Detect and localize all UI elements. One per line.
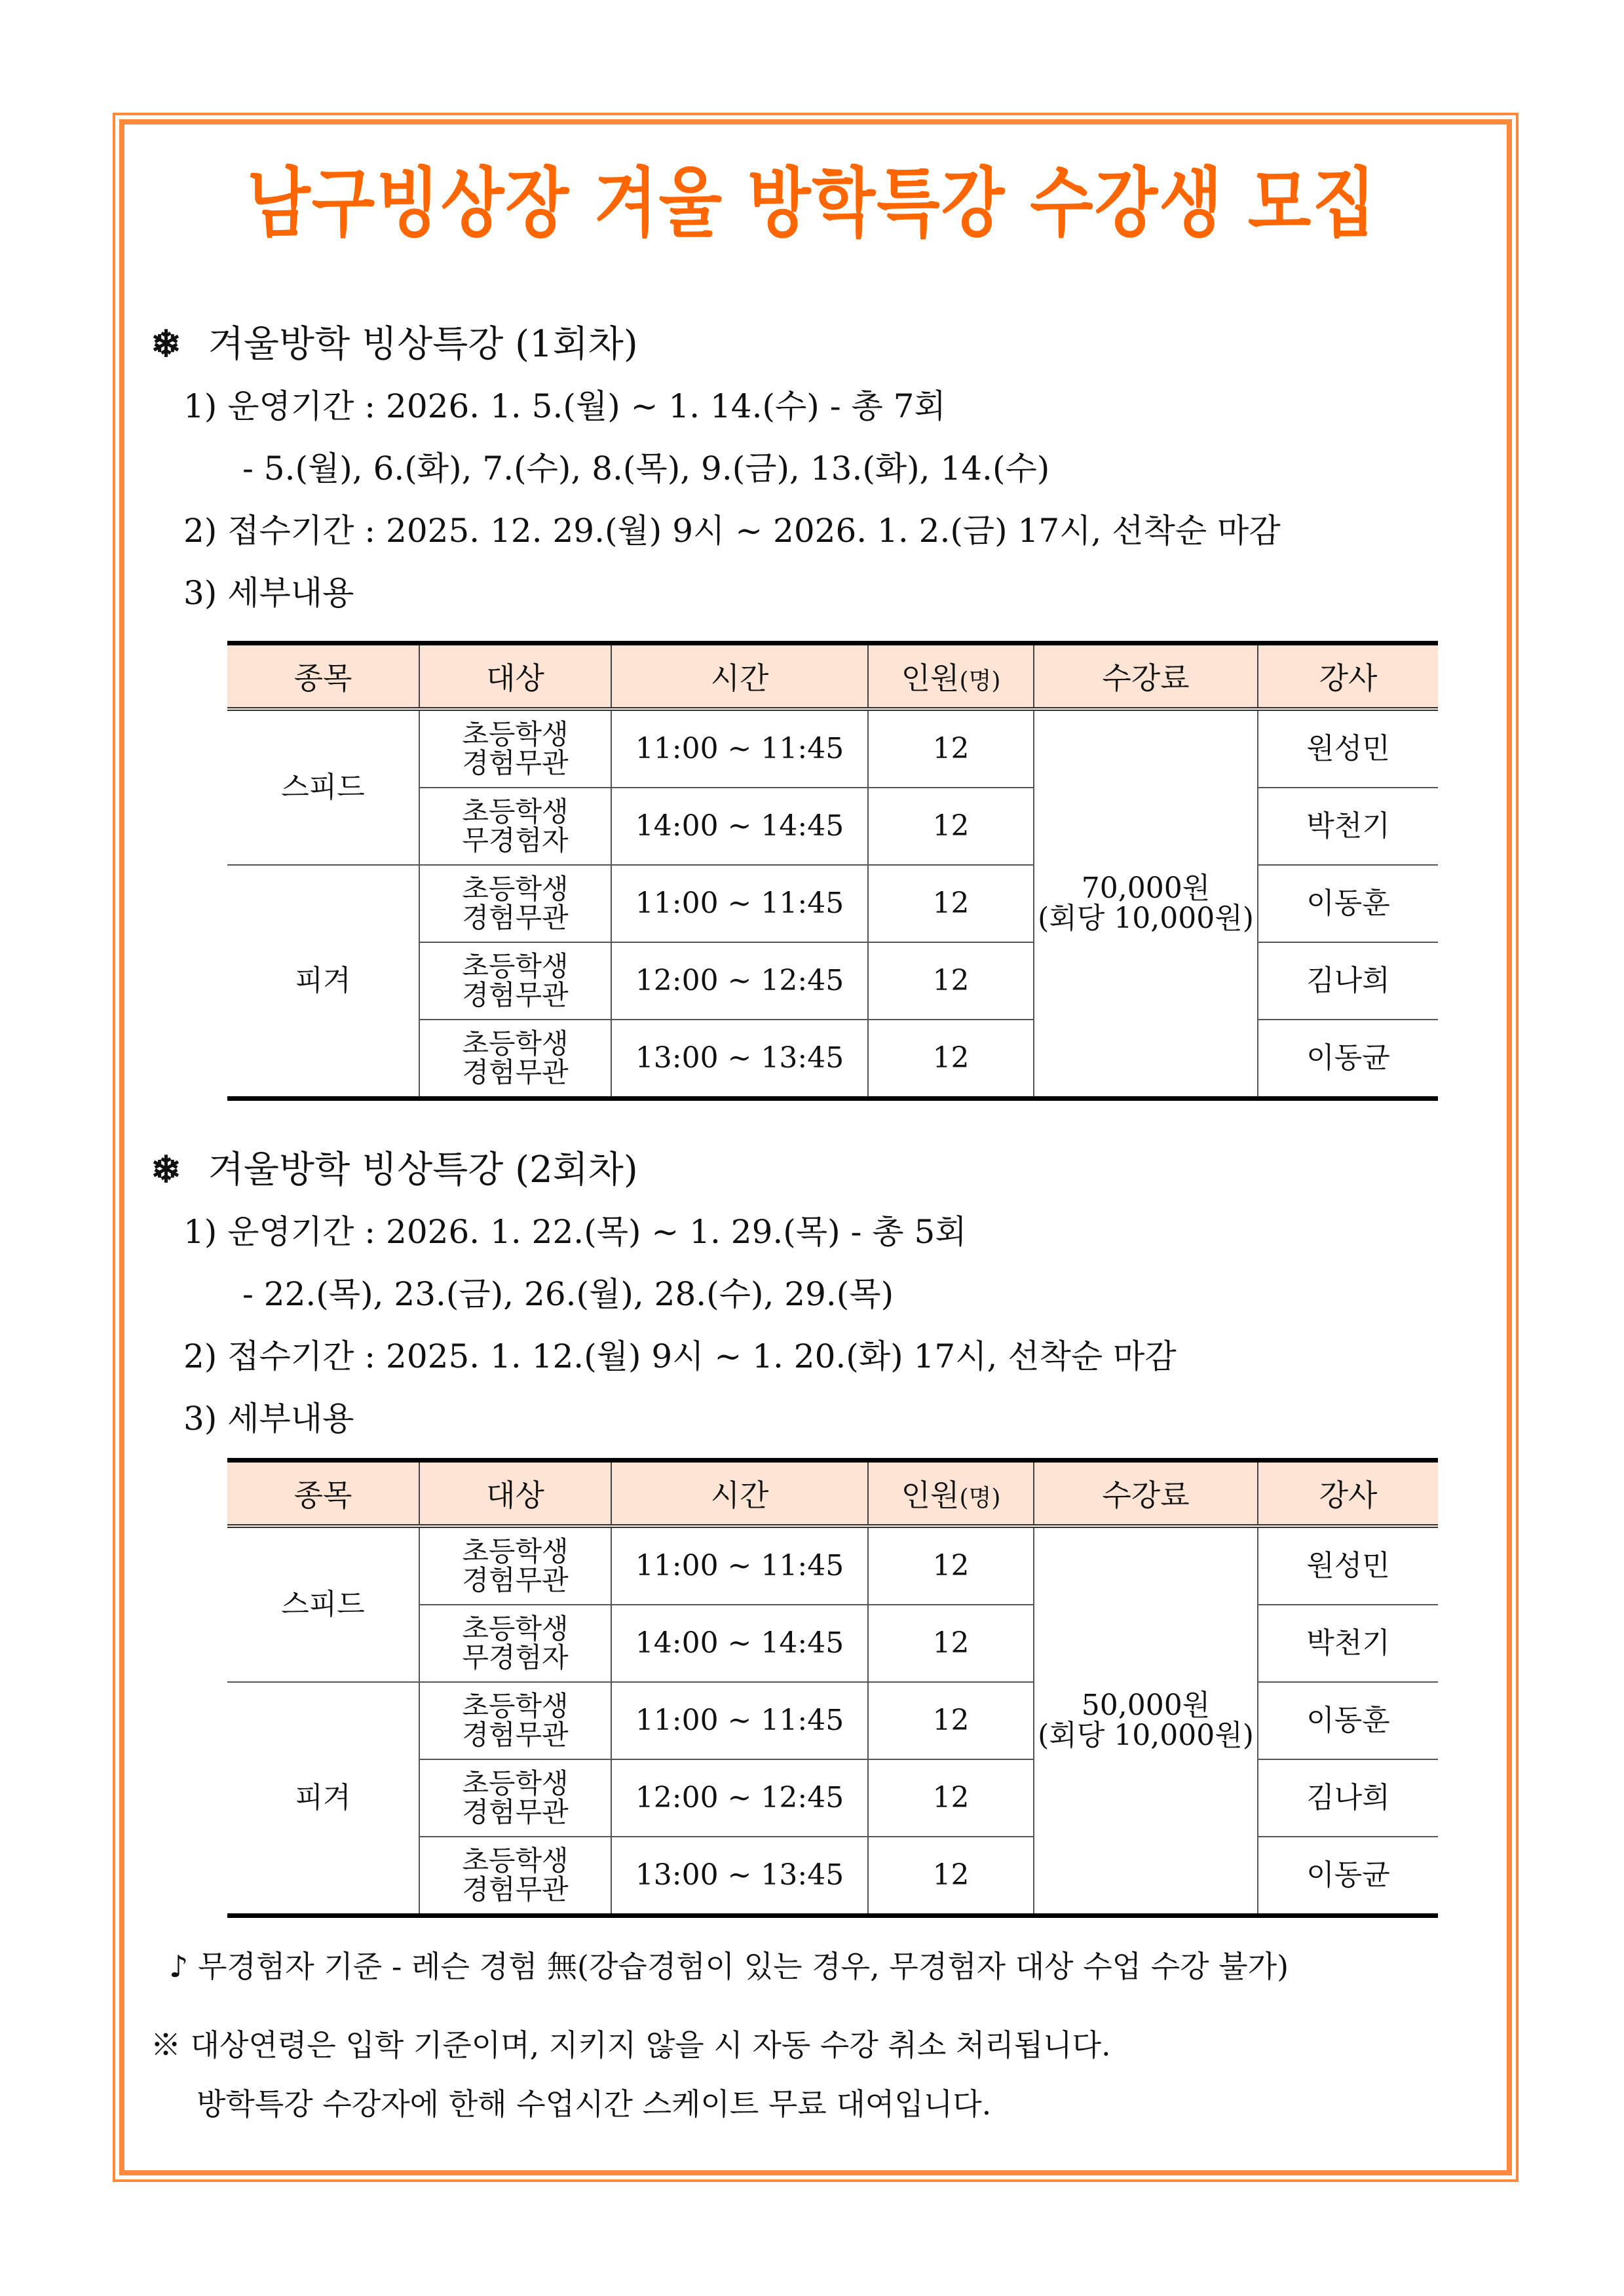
header-fee: 수강료 [1034,1461,1258,1527]
session-1-info [151,313,1500,624]
time-cell: 11:00 ~ 11:45 [611,865,868,942]
header-target: 대상 [419,1461,611,1527]
time-cell: 13:00 ~ 13:45 [611,1020,868,1099]
target-cell: 초등학생 무경험자 [419,788,611,865]
target-cell: 초등학생 경험무관 [419,1682,611,1759]
count-cell: 12 [868,1759,1034,1837]
count-cell: 12 [868,1605,1034,1682]
schedule-table-1 [227,641,1438,1101]
time-cell: 14:00 ~ 14:45 [611,1605,868,1682]
count-cell: 12 [868,1526,1034,1605]
session-dates: - 5.(월), 6.(화), 7.(수), 8.(목), 9.(금), 13.(화), 14.(수) [242,450,1050,488]
time-cell: 13:00 ~ 13:45 [611,1837,868,1916]
fee-cell: 50,000원 (회당 10,000원) [1034,1526,1258,1916]
target-cell: 초등학생 경험무관 [419,942,611,1020]
schedule-table-2 [227,1458,1438,1918]
instructor-cell: 원성민 [1258,1526,1438,1605]
header-fee: 수강료 [1034,643,1258,710]
target-cell: 초등학생 경험무관 [419,1020,611,1099]
target-cell: 초등학생 경험무관 [419,865,611,942]
session-2-info [151,1139,1500,1450]
sport-cell: 피겨 [227,865,419,1099]
table-header-row [227,643,1438,710]
operation-period: 1) 운영기간 : 2026. 1. 22.(목) ~ 1. 29.(목) - 총 5회 [183,1213,967,1251]
header-sport: 종목 [227,643,419,710]
instructor-cell: 이동훈 [1258,865,1438,942]
time-cell: 11:00 ~ 11:45 [611,1526,868,1605]
instructor-cell: 이동균 [1258,1837,1438,1916]
session-heading [151,313,1500,375]
instructor-cell: 김나희 [1258,942,1438,1020]
instructor-cell: 박천기 [1258,788,1438,865]
table-header-row [227,1461,1438,1527]
snowflake-icon: ❄ [151,322,181,366]
snowflake-icon: ❄ [151,1148,181,1191]
header-time: 시간 [611,643,868,710]
time-cell: 11:00 ~ 11:45 [611,1682,868,1759]
count-cell: 12 [868,942,1034,1020]
sport-cell: 스피드 [227,1526,419,1682]
details-label: 3) 세부내용 [183,1400,354,1438]
count-cell: 12 [868,1020,1034,1099]
sport-cell: 피겨 [227,1682,419,1916]
count-cell: 12 [868,709,1034,788]
time-cell: 11:00 ~ 11:45 [611,709,868,788]
instructor-cell: 이동균 [1258,1020,1438,1099]
target-cell: 초등학생 경험무관 [419,1759,611,1837]
target-cell: 초등학생 경험무관 [419,1837,611,1916]
music-note-icon: ♪ [169,1949,189,1984]
time-cell: 12:00 ~ 12:45 [611,1759,868,1837]
time-cell: 14:00 ~ 14:45 [611,788,868,865]
table-row [227,709,1438,788]
registration-period: 2) 접수기간 : 2025. 1. 12.(월) 9시 ~ 1. 20.(화) 17시, 선착순 마감 [183,1337,1177,1375]
count-cell: 12 [868,788,1034,865]
table-row [227,1526,1438,1605]
age-note: ※ 대상연령은 입학 기준이며, 지키지 않을 시 자동 수강 취소 처리됩니다. [151,2027,1111,2063]
header-time: 시간 [611,1461,868,1527]
session-dates: - 22.(목), 23.(금), 26.(월), 28.(수), 29.(목) [242,1275,894,1313]
page-title: 남구빙상장 겨울 방학특강 수강생 모집 [247,159,1377,248]
sport-cell: 스피드 [227,709,419,865]
target-cell: 초등학생 경험무관 [419,709,611,788]
header-sport: 종목 [227,1461,419,1527]
instructor-cell: 김나희 [1258,1759,1438,1837]
target-cell: 초등학생 무경험자 [419,1605,611,1682]
operation-period: 1) 운영기간 : 2026. 1. 5.(월) ~ 1. 14.(수) - 총 7회 [183,387,946,425]
session-heading [151,1139,1500,1201]
target-cell: 초등학생 경험무관 [419,1526,611,1605]
reference-mark-icon: ※ [151,2027,181,2063]
count-cell: 12 [868,1682,1034,1759]
count-cell: 12 [868,865,1034,942]
fee-cell: 70,000원 (회당 10,000원) [1034,709,1258,1099]
instructor-cell: 박천기 [1258,1605,1438,1682]
header-instructor: 강사 [1258,643,1438,710]
registration-period: 2) 접수기간 : 2025. 12. 29.(월) 9시 ~ 2026. 1. 2.(금) 17시, 선착순 마감 [183,512,1281,550]
header-target: 대상 [419,643,611,710]
header-count: 인원(명) [868,643,1034,710]
skate-rental-note: 방학특강 수강자에 한해 수업시간 스케이트 무료 대여입니다. [197,2086,992,2122]
header-instructor: 강사 [1258,1461,1438,1527]
instructor-cell: 이동훈 [1258,1682,1438,1759]
header-count: 인원(명) [868,1461,1034,1527]
experience-note: ♪ 무경험자 기준 - 레슨 경험 無(강습경험이 있는 경우, 무경험자 대상 수업 수강 불가) [169,1949,1289,1984]
session-title: 겨울방학 빙상특강 (2회차) [208,1149,638,1191]
count-cell: 12 [868,1837,1034,1916]
session-title: 겨울방학 빙상특강 (1회차) [208,323,638,366]
instructor-cell: 원성민 [1258,709,1438,788]
time-cell: 12:00 ~ 12:45 [611,942,868,1020]
details-label: 3) 세부내용 [183,574,354,612]
